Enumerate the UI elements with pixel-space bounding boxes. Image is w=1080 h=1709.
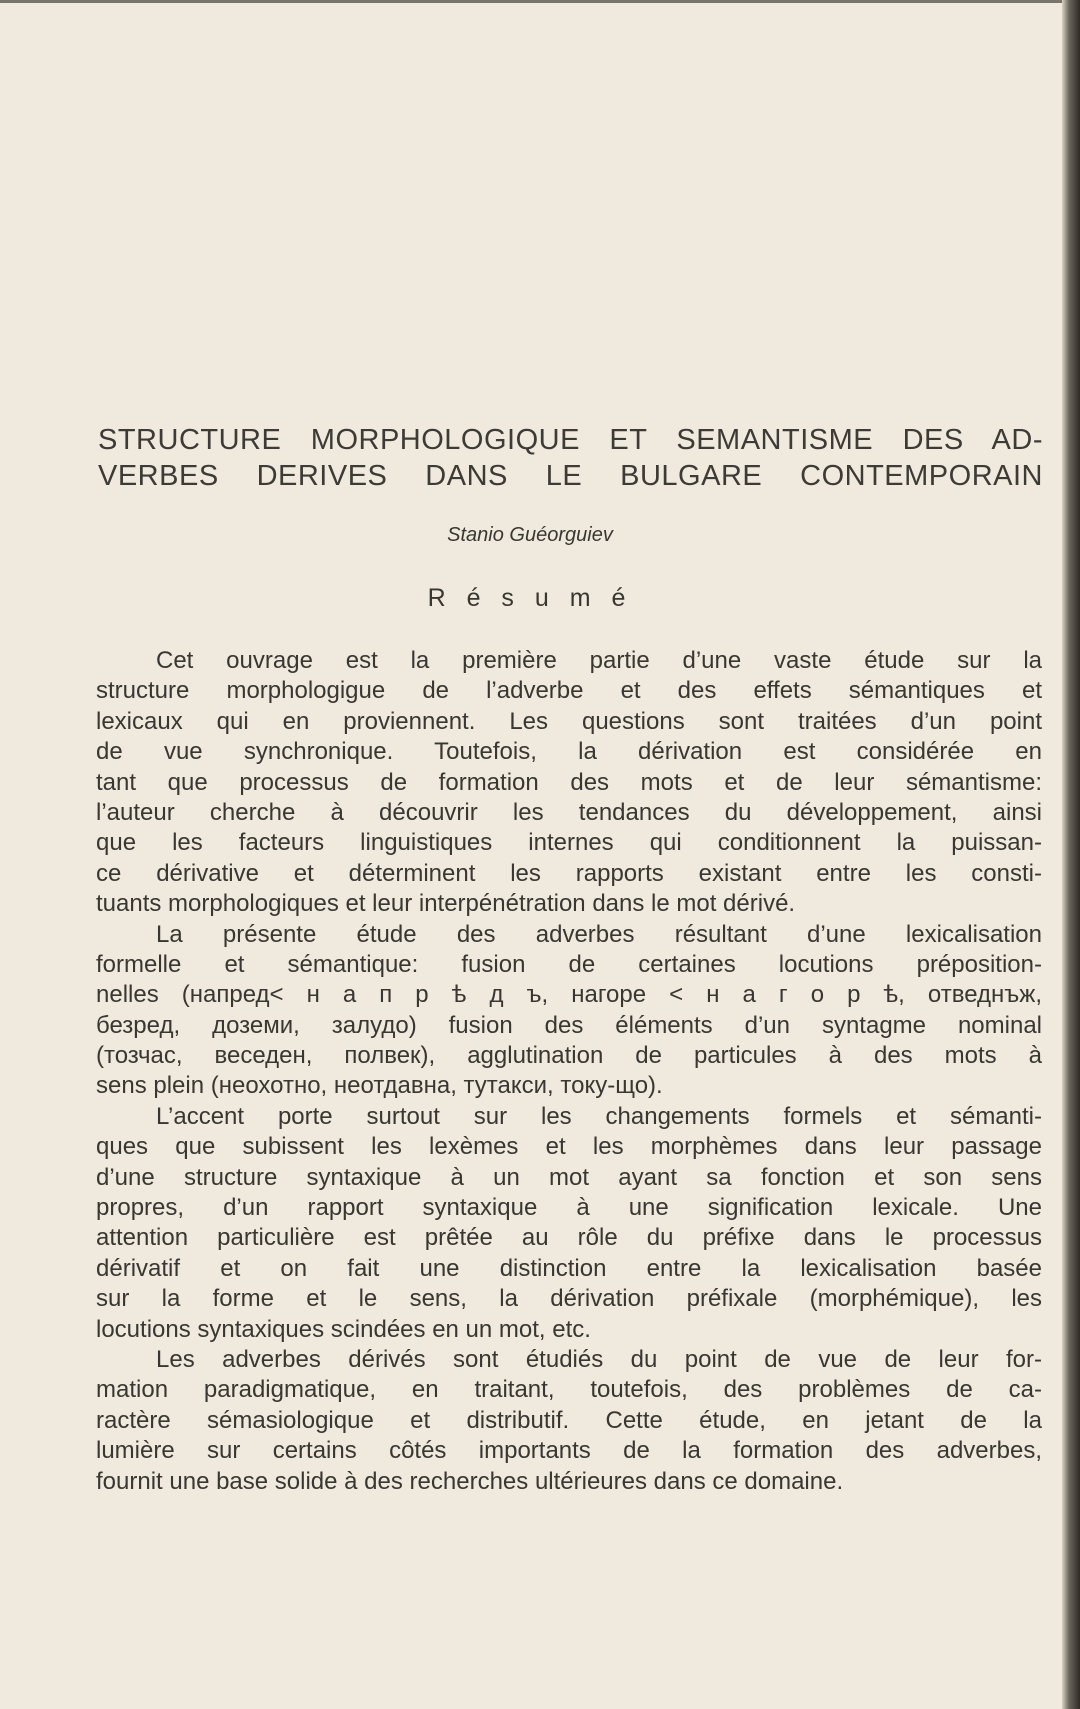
text-line: attention particulière est prêtée au rôle du préfixe dans le processus bbox=[96, 1224, 1042, 1252]
text-line: безред, доземи, залудо) fusion des éléments d’un syntagme nominal bbox=[96, 1011, 1042, 1039]
section-heading: R é s u m é bbox=[427, 584, 633, 612]
page-binding-edge bbox=[1062, 0, 1080, 1709]
text-line: fournit une base solide à des recherches ultérieures dans ce domaine. bbox=[96, 1467, 844, 1495]
text-line: d’une structure syntaxique à un mot ayant sa fonction et son sens bbox=[96, 1163, 1042, 1191]
resume-text bbox=[96, 646, 1042, 1497]
text-line: Cet ouvrage est la première partie d’une vaste étude sur la bbox=[156, 647, 1042, 674]
text-line: locutions syntaxiques scindées en un mot, etc. bbox=[96, 1315, 591, 1343]
text-line: formelle et sémantique: fusion de certaines locutions préposition- bbox=[96, 950, 1042, 978]
text-line: structure morphologigue de l’adverbe et des effets sémantiques et bbox=[96, 677, 1042, 705]
text-line: propres, d’un rapport syntaxique à une signification lexicale. Une bbox=[96, 1194, 1042, 1222]
text-line: ce dérivative et déterminent les rapports existant entre les consti- bbox=[96, 859, 1042, 887]
author: Stanio Guéorguiev bbox=[447, 524, 613, 546]
text-line: tant que processus de formation des mots et de leur sémantisme: bbox=[96, 768, 1042, 796]
text-line: Les adverbes dérivés sont étudiés du point de vue de leur for- bbox=[156, 1345, 1042, 1373]
title-line-2: VERBES DERIVES DANS LE BULGARE CONTEMPORAIN bbox=[98, 460, 1043, 492]
text-line: sur la forme et le sens, la dérivation préfixale (morphémique), les bbox=[96, 1285, 1042, 1313]
text-line: l’auteur cherche à découvrir les tendances du développement, ainsi bbox=[96, 798, 1042, 826]
text-line: dérivatif et on fait une distinction entre la lexicalisation basée bbox=[96, 1254, 1042, 1282]
text-line: lumière sur certains côtés importants de la formation des adverbes, bbox=[96, 1437, 1042, 1465]
text-line: de vue synchronique. Toutefois, la dérivation est considérée en bbox=[96, 738, 1042, 766]
text-line: ques que subissent les lexèmes et les morphèmes dans leur passage bbox=[96, 1133, 1042, 1161]
text-line: ractère sémasiologique et distributif. Cette étude, en jetant de la bbox=[96, 1406, 1042, 1434]
text-line: (тозчас, веседен, полвек), agglutination de particules à des mots à bbox=[96, 1042, 1042, 1070]
page-top-edge bbox=[0, 0, 1080, 3]
text-line: L’accent porte surtout sur les changements formels et sémanti- bbox=[156, 1102, 1042, 1130]
text-line: sens plein (неохотно, неотдавна, тутакси, току-що). bbox=[96, 1072, 663, 1100]
title-line-1: STRUCTURE MORPHOLOGIQUE ET SEMANTISME DES AD- bbox=[98, 424, 1043, 456]
text-line: que les facteurs linguistiques internes qui conditionnent la puissan- bbox=[96, 829, 1042, 857]
text-line: lexicaux qui en proviennent. Les questions sont traitées d’un point bbox=[96, 707, 1042, 735]
text-line: mation paradigmatique, en traitant, toutefois, des problèmes de ca- bbox=[96, 1376, 1042, 1404]
text-line: nelles (напред< н а п р ѣ д ъ, нагоре < н а г о р ѣ, отведнъж, bbox=[96, 981, 1042, 1009]
text-line: tuants morphologiques et leur interpénétration dans le mot dérivé. bbox=[96, 890, 796, 918]
text-line: La présente étude des adverbes résultant d’une lexicalisation bbox=[156, 920, 1042, 948]
